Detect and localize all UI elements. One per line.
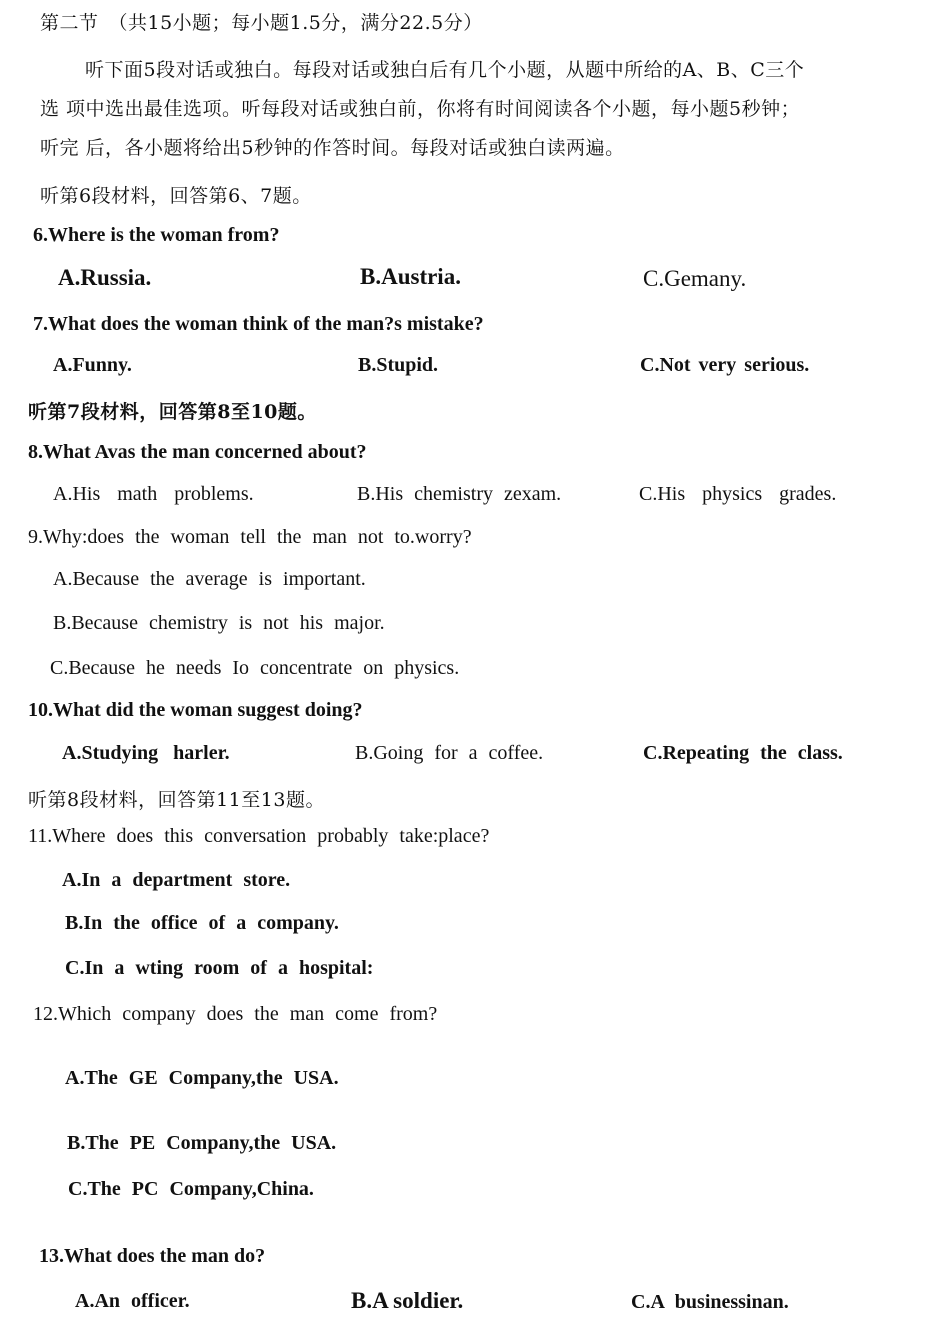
option-b: B.The PE Company,the USA.: [67, 1132, 337, 1154]
option-b: B.A soldier.: [351, 1288, 464, 1313]
question-stem: 7.What does the woman think of the man?s mistake?: [33, 313, 484, 335]
option-b: B.Austria.: [360, 264, 461, 289]
question-stem: 8.What Avas the man concerned about?: [28, 441, 367, 463]
option-a: A.An officer.: [75, 1290, 190, 1312]
question-stem: 12.Which company does the man come from?: [33, 1003, 438, 1025]
option-a: A.Studying harler.: [62, 742, 230, 764]
question-stem: 11.Where does this conversation probably take:place?: [28, 825, 490, 847]
option-a: A.Funny.: [53, 354, 132, 376]
section-title: 第二节 （共15小题；每小题1.5分，满分22.5分）: [40, 12, 483, 34]
option-c: C.His physics grades.: [639, 483, 837, 505]
option-a: A.Russia.: [58, 265, 152, 290]
instruction-line: 听完 后，各小题将给出5秒钟的作答时间。每段对话或独白读两遍。: [40, 137, 625, 159]
option-b: B.Going for a coffee.: [355, 742, 544, 764]
option-b: B.In the office of a company.: [65, 912, 339, 934]
option-c: C.The PC Company,China.: [68, 1178, 314, 1200]
option-c: C.In a wting room of a hospital:: [65, 957, 374, 979]
question-stem: 10.What did the woman suggest doing?: [28, 699, 363, 721]
option-c: C.Because he needs Io concentrate on physics.: [50, 657, 460, 679]
question-stem: 13.What does the man do?: [39, 1245, 266, 1267]
option-a: A.In a department store.: [62, 869, 291, 891]
group-heading: 听第7段材料，回答第8至10题。: [28, 401, 317, 423]
group-heading: 听第6段材料，回答第6、7题。: [40, 185, 312, 207]
question-stem: 6.Where is the woman from?: [33, 224, 280, 246]
instruction-line: 选 项中选出最佳选项。听每段对话或独白前，你将有时间阅读各个小题，每小题5秒钟；: [40, 98, 801, 120]
group-heading: 听第8段材料，回答第11至13题。: [28, 789, 325, 811]
option-a: A.Because the average is important.: [53, 568, 366, 590]
option-a: A.His math problems.: [53, 483, 254, 505]
option-c: C.Not very serious.: [640, 354, 810, 376]
option-b: B.Because chemistry is not his major.: [53, 612, 385, 634]
option-b: B.His chemistry zexam.: [357, 483, 562, 505]
option-a: A.The GE Company,the USA.: [65, 1067, 339, 1089]
option-c: C.Gemany.: [643, 266, 747, 291]
option-c: C.Repeating the class.: [643, 742, 843, 764]
instruction-line: 听下面5段对话或独白。每段对话或独白后有几个小题，从题中所给的A、B、C三个: [85, 59, 805, 81]
option-c: C.A businessinan.: [631, 1291, 789, 1313]
question-stem: 9.Why:does the woman tell the man not to.worry?: [28, 526, 472, 548]
option-b: B.Stupid.: [358, 354, 439, 376]
